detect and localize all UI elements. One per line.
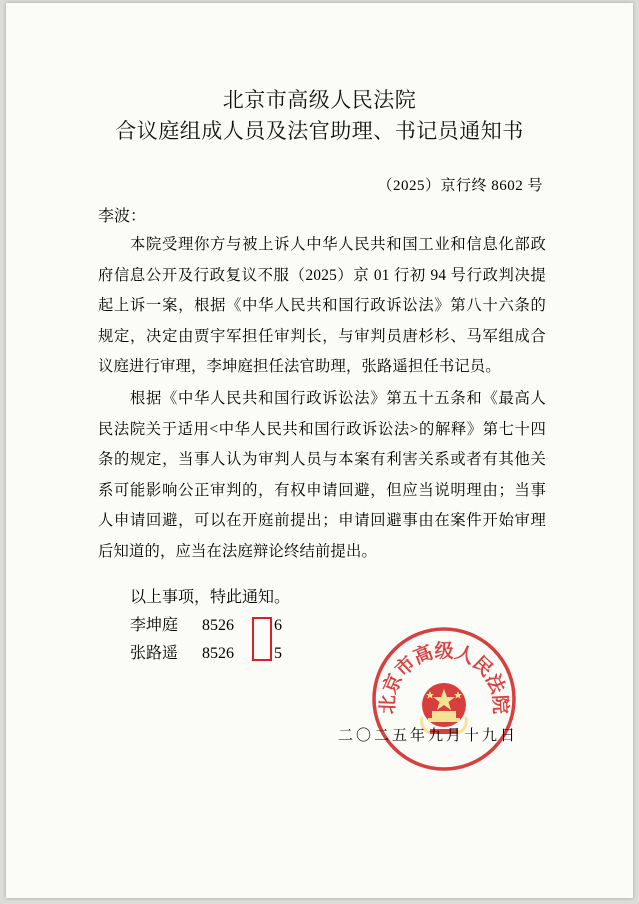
document-number: （2025）京行终 8602 号	[377, 178, 543, 194]
paragraph-notice: 本院受理你方与被上诉人中华人民共和国工业和信息化部政府信息公开及行政复议不服（2025）京 01 行初 94 号行政判决提起上诉一案，根据《中华人民共和国行政诉讼法》第八十六条的规定，决定由贾宇军担任审判长，与审判员唐杉杉、马军组成合议庭进行审理，李坤庭担任法官助理，张路遥担任书记员。	[98, 236, 546, 376]
staff-name: 张路遥	[130, 645, 179, 662]
staff-phone-suffix: 5	[274, 645, 282, 662]
court-seal	[370, 625, 518, 773]
redaction-box	[252, 617, 272, 661]
document-title: 合议庭组成人员及法官助理、书记员通知书	[115, 119, 524, 143]
staff-phone-prefix: 8526	[202, 645, 234, 662]
seal-text-path: 北京市高级人民法院	[376, 640, 512, 715]
issue-date: 二〇二五年九月十九日	[338, 728, 519, 744]
court-name: 北京市高级人民法院	[222, 88, 417, 112]
paragraph-recusal: 根据《中华人民共和国行政诉讼法》第五十五条和《最高人民法院关于适用<中华人民共和国行政诉讼法>的解释》第七十四条的规定，当事人认为审判人员与本案有利害关系或者有其他关系可能影响公正审判的，有权申请回避，但应当说明理由；当事人申请回避，可以在开庭前提出；申请回避事由在案件开始审理后知道的，应当在法庭辩论终结前提出。	[98, 390, 546, 560]
staff-phone-prefix: 8526	[202, 617, 234, 634]
staff-name: 李坤庭	[130, 617, 179, 634]
staff-phone-suffix: 6	[274, 617, 282, 634]
addressee: 李波：	[98, 208, 147, 225]
closing-line: 以上事项，特此通知。	[130, 589, 291, 606]
